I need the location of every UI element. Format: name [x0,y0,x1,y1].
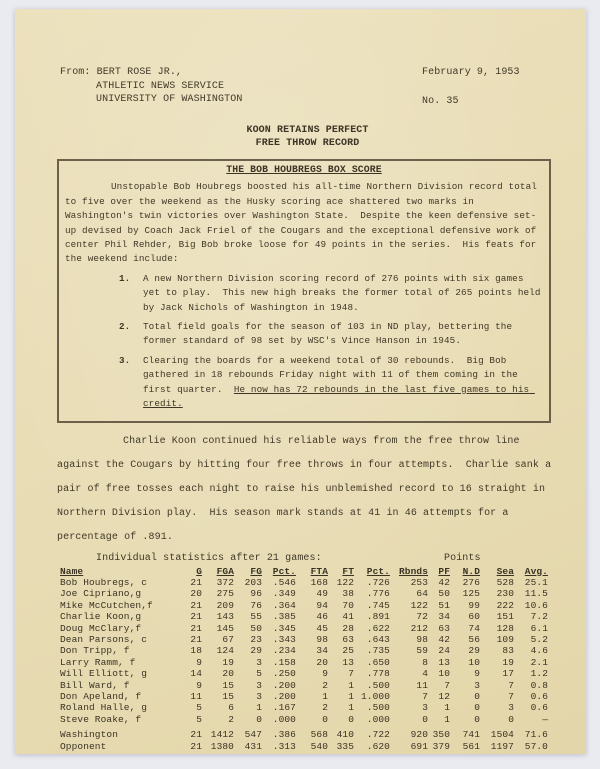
stat-cell: 1 [444,713,450,725]
section-title: THE BOB HOUBREGS BOX SCORE [226,164,382,175]
stat-cell: .000 [272,713,296,725]
player-name-cell: Joe Cipriano,g [60,588,142,600]
list-item-text [143,272,547,315]
player-name-cell: Doug McClary,f [60,622,142,634]
stat-cell: 98 [316,633,328,645]
stat-cell: .650 [366,656,390,668]
stat-cell: 20 [222,668,234,680]
stat-cell: 49 [316,588,328,600]
stat-cell: 9 [322,668,328,680]
sender-from-line: From: BERT ROSE JR., [60,67,183,78]
box-score-section [57,159,551,423]
stat-cell: 6 [228,702,234,714]
stat-cell: 547 [244,729,262,741]
stat-cell: 0 [348,713,354,725]
stat-cell: .622 [366,622,390,634]
stat-cell: 203 [244,576,262,588]
stat-cell: 741 [462,729,480,741]
stat-cell: .776 [366,588,390,600]
stat-cell: 18 [190,645,202,657]
stat-cell: 71.6 [524,729,548,741]
stat-cell: .313 [272,740,296,752]
list-item-text [143,354,543,412]
stat-cell: 122 [336,576,354,588]
sender-org-line2: UNIVERSITY OF WASHINGTON [96,94,243,105]
stat-cell: 691 [410,740,428,752]
stat-cell: 7 [508,679,514,691]
stat-cell: .500 [366,702,390,714]
stat-cell: 28 [342,622,354,634]
column-header: Avg. [524,565,548,577]
stat-cell: 34 [316,645,328,657]
stat-cell: 335 [336,740,354,752]
stat-cell: .234 [272,645,296,657]
stat-cell: 379 [432,740,450,752]
stat-cell: 21 [190,740,202,752]
stat-cell: 6.1 [530,622,548,634]
stat-cell: .546 [272,576,296,588]
koon-paragraph: Charlie Koon continued his reliable ways from the free throw line against the Cougars by hitting four free throws in four attempts. Charlie sank a pair of free tosses each night to raise his unblemished record to 16 straight in Northern Division play. His season mark stands at 41 in 46 attempts for a percentage of .891. [57,435,558,543]
stat-cell: 1504 [490,729,514,741]
column-header: N.D [462,565,480,577]
stat-cell: 1 [322,690,328,702]
column-header: FG [250,565,262,577]
stat-cell: 431 [244,740,262,752]
stat-cell: 168 [310,576,328,588]
list-item-body: Clearing the boards for a weekend total of 30 rebounds. Big Bob gathered in 18 rebounds Friday night with 11 of them coming in the first quarter. [143,354,524,395]
table-row [60,668,548,679]
stat-cell: .158 [272,656,296,668]
stat-cell: 3 [422,702,428,714]
table-row [60,600,548,611]
stat-cell: 63 [438,622,450,634]
stat-cell: 21 [190,729,202,741]
stat-cell: 3 [256,656,262,668]
player-name-cell: Don Tripp, f [60,645,130,657]
page-title-line2: FREE THROW RECORD [255,138,360,149]
table-row [60,588,548,599]
player-name-cell: Charlie Koon,g [60,611,142,623]
stat-cell: 0 [474,713,480,725]
stat-cell: 21 [190,622,202,634]
player-name-cell: Will Elliott, g [60,668,148,680]
stat-cell: 0 [422,713,428,725]
stat-cell: 1 [444,702,450,714]
stat-cell: 124 [216,645,234,657]
stat-cell: 230 [496,588,514,600]
stat-cell: 9 [196,679,202,691]
date: February 9, 1953 [422,67,520,78]
stat-cell: 212 [410,622,428,634]
stat-cell: 13 [438,656,450,668]
player-name-cell: Opponent [60,740,107,752]
stat-cell: 45 [316,622,328,634]
stat-cell: 920 [410,729,428,741]
player-name-cell: Bill Ward, f [60,679,130,691]
list-item-number: 3. [119,354,131,366]
list-item [119,320,543,349]
stat-cell: 143 [216,611,234,623]
column-header: Pct. [366,565,390,577]
column-header: G [196,565,202,577]
table-row [60,657,548,668]
totals-row [60,741,548,752]
stat-cell: 17 [502,668,514,680]
player-name-cell: Roland Halle, g [60,702,148,714]
stat-cell: 20 [316,656,328,668]
stat-cell: 63 [342,633,354,645]
stat-cell: .643 [366,633,390,645]
stat-cell: 67 [222,633,234,645]
stat-cell: 13 [342,656,354,668]
stat-cell: 1 [348,679,354,691]
stat-cell: .778 [366,668,390,680]
stat-cell: 38 [342,588,354,600]
player-name-cell: Washington [60,729,119,741]
stat-cell: 83 [502,645,514,657]
stat-cell: 8 [422,656,428,668]
stat-cell: 5 [196,713,202,725]
table-row [60,634,548,645]
stat-cell: 46 [316,611,328,623]
stat-cell: 70 [342,599,354,611]
stat-cell: 561 [462,740,480,752]
stat-cell: 122 [410,599,428,611]
stat-cell: 145 [216,622,234,634]
stat-cell: 21 [190,599,202,611]
stat-cell: .620 [366,740,390,752]
points-column-group-label: Points [444,552,481,564]
stat-cell: 1 [348,702,354,714]
stat-cell: 1 [348,690,354,702]
list-item-number: 1. [119,272,131,284]
stat-cell: 276 [462,576,480,588]
stat-cell: .200 [272,690,296,702]
stat-cell: .167 [272,702,296,714]
stat-cell: 3 [508,702,514,714]
stat-cell: .891 [366,611,390,623]
column-header: Sea [496,565,514,577]
column-header: PF [438,565,450,577]
stat-cell: 29 [250,645,262,657]
sender-org-line1: ATHLETIC NEWS SERVICE [96,80,225,92]
stat-cell: 0 [474,702,480,714]
stat-cell: 2.1 [530,656,548,668]
stat-cell: 34 [438,611,450,623]
stat-cell: 0.6 [530,702,548,714]
stat-cell: 222 [496,599,514,611]
stat-cell: 0 [508,713,514,725]
stat-cell: 41 [342,611,354,623]
table-row [60,702,548,713]
stat-cell: .385 [272,611,296,623]
stat-cell: .349 [272,588,296,600]
stat-cell: 57.0 [524,740,548,752]
stat-cell: 7 [444,679,450,691]
stat-cell: 3 [256,690,262,702]
stat-cell: 0 [474,690,480,702]
stat-cell: 19 [502,656,514,668]
stat-cell: .726 [366,576,390,588]
totals-row [60,725,548,740]
stat-cell: 0.8 [530,679,548,691]
stat-cell: 64 [416,588,428,600]
stat-cell: 20 [190,588,202,600]
stat-cell: .000 [366,713,390,725]
scanned-letter-page [15,9,586,754]
stat-cell: .343 [272,633,296,645]
stat-cell: 15 [222,679,234,691]
stat-cell: 42 [438,576,450,588]
date-block [422,66,552,108]
stat-cell: .364 [272,599,296,611]
player-name-cell: Dean Parsons, c [60,633,148,645]
stat-cell: 50 [250,622,262,634]
stats-caption-row [60,553,555,564]
stat-cell: 109 [496,633,514,645]
table-row [60,645,548,656]
stat-cell: 11.5 [524,588,548,600]
stat-cell: 568 [310,729,328,741]
stat-cell: 1380 [210,740,234,752]
stat-cell: 0.6 [530,690,548,702]
stat-cell: 128 [496,622,514,634]
stat-cell: 21 [190,633,202,645]
stat-cell: 3 [474,679,480,691]
stat-cell: 25 [342,645,354,657]
stat-cell: 21 [190,576,202,588]
stat-cell: 410 [336,729,354,741]
feats-list [65,272,547,412]
sender-block [60,66,242,108]
page-title-line1: KOON RETAINS PERFECT [246,125,369,136]
stat-cell: 10 [468,656,480,668]
list-item-body: Total field goals for the season of 103 in ND play, bettering the former standard of 98 set by WSC's Vince Hanson in 1945. [143,321,518,347]
stat-cell: 9 [196,656,202,668]
stat-cell: 14 [190,668,202,680]
stat-cell: 0 [322,713,328,725]
stat-cell: 74 [468,622,480,634]
table-row [60,680,548,691]
stat-cell: 10 [438,668,450,680]
stat-cell: 7 [422,690,428,702]
stat-cell: 76 [250,599,262,611]
stat-cell: .500 [366,679,390,691]
stat-cell: 275 [216,588,234,600]
stat-cell: 1197 [490,740,514,752]
stat-cell: 7.2 [530,611,548,623]
player-name-cell: Mike McCutchen,f [60,599,153,611]
stat-cell: 99 [468,599,480,611]
stat-cell: 253 [410,576,428,588]
stat-cell: .200 [272,679,296,691]
stat-cell: 5 [256,668,262,680]
stat-cell: .745 [366,599,390,611]
stat-cell: 59 [416,645,428,657]
stat-cell: 24 [438,645,450,657]
page-title [60,124,555,150]
stat-cell: 3 [256,679,262,691]
stat-cell: 11 [416,679,428,691]
stats-header-row [60,566,548,577]
stat-cell: .722 [366,729,390,741]
stat-cell: 209 [216,599,234,611]
stat-cell: 7 [508,690,514,702]
list-item-body: A new Northern Division scoring record of 276 points with six games yet to play. This new high breaks the former total of 265 points held by Jack Nichols of Washington in 1948. [143,272,547,313]
list-item-number: 2. [119,321,131,333]
stat-cell: 2 [322,679,328,691]
table-row [60,577,548,588]
player-name-cell: Bob Houbregs, c [60,576,148,588]
stat-cell: 4 [422,668,428,680]
table-row [60,623,548,634]
stat-cell: 21 [190,611,202,623]
stat-cell: 4.6 [530,645,548,657]
stat-cell: 528 [496,576,514,588]
list-item [119,272,547,315]
stat-cell: 9 [474,668,480,680]
stat-cell: 11 [190,690,202,702]
stat-cell: 372 [216,576,234,588]
stat-cell: 2 [322,702,328,714]
stat-cell: 98 [416,633,428,645]
table-row [60,611,548,622]
stat-cell: 55 [250,611,262,623]
stat-cell: 42 [438,633,450,645]
stat-cell: 15 [222,690,234,702]
column-header: FGA [216,565,234,577]
stat-cell: 151 [496,611,514,623]
column-header: FT [342,565,354,577]
stat-cell: 2 [228,713,234,725]
stat-cell: 5 [196,702,202,714]
stat-cell: 0 [256,713,262,725]
stat-cell: 7 [348,668,354,680]
stat-cell: 125 [462,588,480,600]
player-name-cell: Steve Roake, f [60,713,142,725]
stat-cell: 350 [432,729,450,741]
column-header: Pct. [272,565,296,577]
stat-cell: 60 [468,611,480,623]
column-header: Rbnds [398,565,428,577]
stat-cell: 56 [468,633,480,645]
stat-cell: 1.000 [360,690,390,702]
letterhead [60,66,555,108]
stat-cell: 1.2 [530,668,548,680]
stats-table [60,566,548,753]
stat-cell: .386 [272,729,296,741]
column-header: Name [60,565,84,577]
stat-cell: .735 [366,645,390,657]
stats-caption: Individual statistics after 21 games: [96,552,322,564]
list-item-underlined: He now has 72 rebounds in the last five games to his credit. [143,383,535,410]
issue-number: No. 35 [422,95,459,107]
stat-cell: 51 [438,599,450,611]
stat-cell: 50 [438,588,450,600]
table-row [60,691,548,702]
stat-cell: .250 [272,668,296,680]
stat-cell: 10.6 [524,599,548,611]
stat-cell: 23 [250,633,262,645]
stat-cell: 1 [256,702,262,714]
stat-cell: 19 [222,656,234,668]
list-item [119,354,543,412]
column-header: FTA [310,565,328,577]
stat-cell: 25.1 [524,576,548,588]
stat-cell: 1412 [210,729,234,741]
stat-cell: 72 [416,611,428,623]
stat-cell: 94 [316,599,328,611]
player-name-cell: Larry Ramm, f [60,656,136,668]
player-name-cell: Don Apeland, f [60,690,142,702]
stat-cell: 12 [438,690,450,702]
stat-cell: 540 [310,740,328,752]
list-item-text [143,320,543,349]
lead-paragraph: Unstopable Bob Houbregs boosted his all-time Northern Division record total to five over the weekend as the Husky scoring ace shattered two marks in Washington's twin victories over Washington State. Despite the keen defensive set-up devised by Coach Jack Friel of the Cougars and the exceptional defensive work of center Phil Rehder, Big Bob broke loose for 49 points in the series. His feats for the weekend include: [65,181,543,265]
table-row [60,714,548,725]
stats-tbody [60,577,548,752]
stat-cell: .345 [272,622,296,634]
stat-cell: 5.2 [530,633,548,645]
stat-cell: 29 [468,645,480,657]
stat-cell: — [542,713,548,725]
stat-cell: 96 [250,588,262,600]
